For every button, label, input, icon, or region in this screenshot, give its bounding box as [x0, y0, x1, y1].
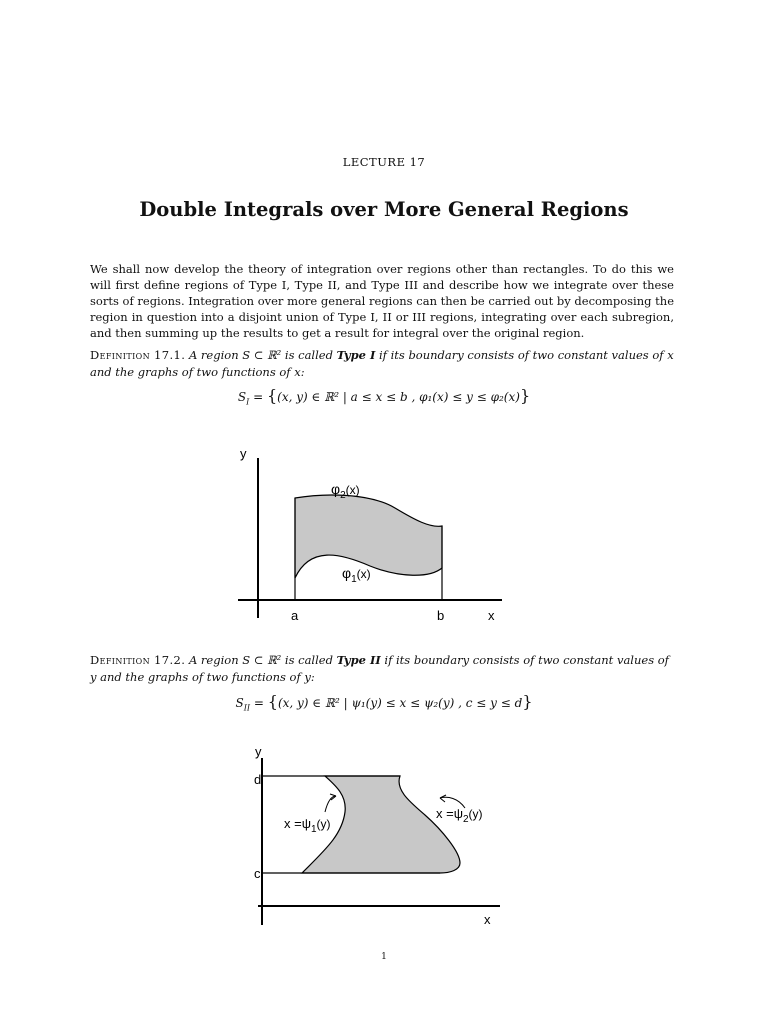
figure-2-psi1-label: [284, 816, 331, 835]
intro-paragraph: We shall now develop the theory of integration over regions other than rectangles. To do this we will first define regions of Type I, Type II, and Type III and describe how we integrate over these sorts of regions. Integration over more general regions can then be carried out by decomposing the region in question into a disjoint union of Type I, II or III regions, integrating over each subregion, and then summing up the results to get a result for integral over the original region.: [90, 262, 674, 340]
phi1-subscript: 1: [351, 574, 357, 585]
phi2-symbol: φ: [331, 481, 341, 497]
psi1-prefix: x =ψ: [284, 816, 311, 831]
figure-type-2-region: [250, 740, 510, 930]
phi2-subscript: 2: [340, 490, 346, 501]
lecture-label: LECTURE 17: [342, 155, 426, 169]
psi1-argument: (y): [316, 817, 331, 831]
figure-2-x-label: x: [484, 912, 491, 927]
figure-2-svg: [250, 740, 510, 930]
definition-1: [90, 347, 676, 381]
definition-1-body-pre: A region S ⊂ ℝ² is called: [188, 348, 337, 362]
figure-type-1-region: [230, 438, 510, 623]
figure-2-psi1-arrow: [325, 796, 336, 812]
phi1-argument: (x): [356, 567, 371, 581]
page-title: Double Integrals over More General Regions: [139, 198, 629, 221]
psi2-prefix: x =ψ: [436, 806, 463, 821]
equation-2: $S_{II} = \{(x$, y) ∈ ℝ² | ψ₁(y) ≤ x ≤ ψ₂(y) , c ≤ y ≤ d}: [235, 692, 533, 713]
definition-2-body-post: if its boundary consists of two constant values of y and the graphs of two functions of y:: [90, 653, 669, 684]
psi1-subscript: 1: [310, 824, 317, 835]
definition-2-body-pre: A region S ⊂ ℝ² is called: [188, 653, 337, 667]
equation-2-rhs: (x, y) ∈ ℝ² | ψ₁(y) ≤ x ≤ ψ₂(y) , c ≤ y ≤ d: [277, 696, 523, 710]
figure-1-phi1-label: [342, 565, 371, 585]
equation-1-lhs: S: [237, 390, 247, 404]
definition-2-term: Type II: [336, 653, 381, 667]
figure-2-psi2-label: [436, 806, 483, 825]
equation-1: $S_I = \{(x$, y) ∈ ℝ² | a ≤ x ≤ b , φ₁(x) ≤ y ≤ φ₂(x)}: [237, 386, 531, 407]
definition-1-term: Type I: [336, 348, 376, 362]
figure-2-y-label: y: [255, 744, 262, 759]
psi2-subscript: 2: [462, 814, 469, 825]
figure-1-b-label: b: [437, 608, 445, 623]
definition-2-head: Definition 17.2.: [90, 653, 186, 667]
figure-2-d-label: d: [254, 772, 262, 787]
figure-1-svg: [230, 438, 510, 623]
page-number: 1: [381, 952, 387, 962]
equation-1-rhs: (x, y) ∈ ℝ² | a ≤ x ≤ b , φ₁(x) ≤ y ≤ φ₂(x): [277, 390, 520, 404]
phi2-argument: (x): [345, 483, 360, 497]
figure-1-y-label: y: [240, 446, 247, 461]
equation-2-lhs-sub: II: [243, 703, 251, 713]
definition-1-body-post: if its boundary consists of two constant values of x and the graphs of two functions of x:: [90, 348, 674, 379]
definition-1-head: Definition 17.1.: [90, 348, 186, 362]
definition-2: [90, 652, 676, 686]
figure-2-psi2-arrowhead: [440, 795, 446, 802]
figure-1-region: [295, 495, 442, 578]
equation-1-lhs-sub: I: [246, 397, 250, 407]
figure-1-x-label: x: [488, 608, 495, 623]
psi2-argument: (y): [468, 807, 483, 821]
equation-2-lhs: S: [235, 696, 244, 710]
phi1-symbol: φ: [342, 565, 352, 581]
figure-2-c-label: c: [254, 866, 261, 881]
figure-1-a-label: a: [291, 608, 299, 623]
